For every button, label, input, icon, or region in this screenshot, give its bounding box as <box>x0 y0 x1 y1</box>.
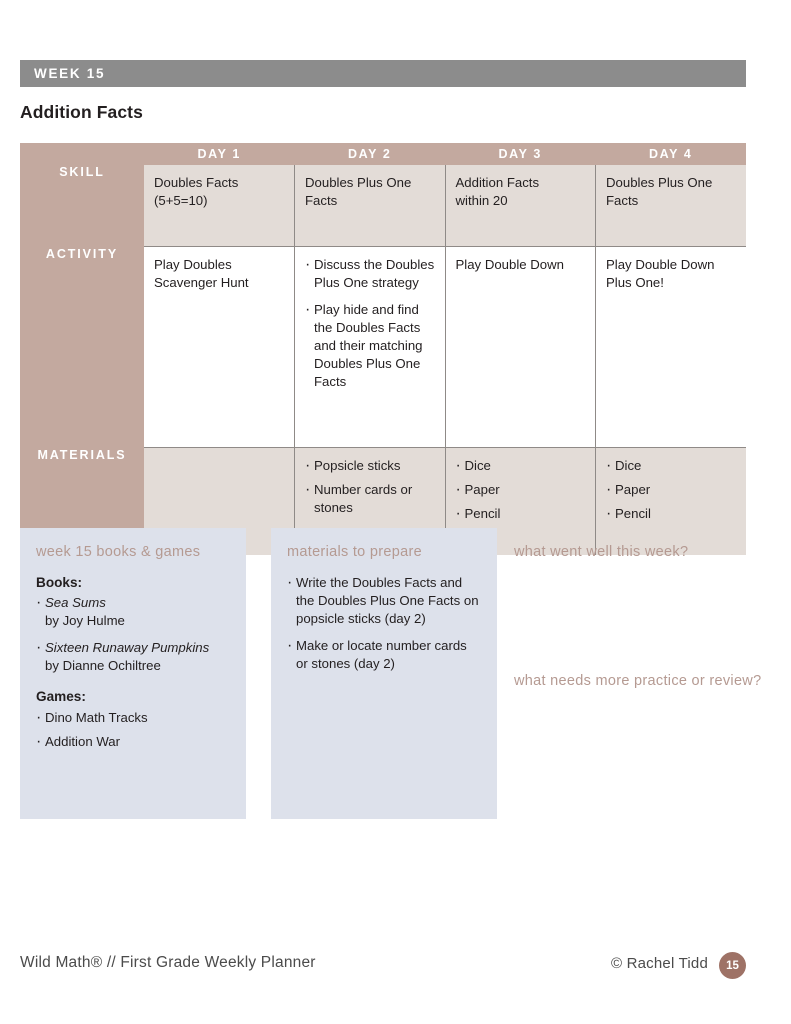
row-label-materials: MATERIALS <box>20 448 144 556</box>
week-banner <box>20 60 746 87</box>
list-item: · Paper <box>456 481 586 499</box>
list-item: · Number cards or stones <box>305 481 435 517</box>
list-item: · Dino Math Tracks <box>36 709 230 727</box>
materials-day4-list <box>606 457 736 523</box>
list-item: · Addition War <box>36 733 230 751</box>
day-header-1: DAY 1 <box>144 143 295 165</box>
materials-prepare-list <box>287 574 481 673</box>
list-item: · Dice <box>456 457 586 475</box>
day-header-3: DAY 3 <box>445 143 596 165</box>
games-label: Games: <box>36 689 86 705</box>
week-banner-label: WEEK 15 <box>34 66 106 81</box>
list-item <box>36 639 230 675</box>
page-number-badge: 15 <box>719 952 746 979</box>
book-title: Sixteen Runaway Pumpkins <box>45 640 210 656</box>
list-item: · Dice <box>606 457 736 475</box>
weekly-planner-table <box>20 143 746 555</box>
activity-day4-line1: Play Double Down <box>606 257 715 272</box>
materials-day2-list <box>305 457 435 517</box>
table-corner-cell <box>20 143 144 165</box>
skill-day4-line2: Facts <box>606 192 639 208</box>
day-header-2: DAY 2 <box>295 143 446 165</box>
activity-day1-line2: Scavenger Hunt <box>154 274 249 290</box>
activity-day3-line1: Play Double Down <box>455 257 564 272</box>
skill-day2-line1: Doubles Plus One <box>305 175 412 190</box>
row-label-activity: ACTIVITY <box>20 247 144 448</box>
list-item: · Paper <box>606 481 736 499</box>
activity-cell-day1 <box>144 247 295 448</box>
games-list <box>36 709 230 751</box>
list-item: · Pencil <box>456 505 586 523</box>
books-list <box>36 594 230 675</box>
books-label: Books: <box>36 575 83 590</box>
materials-panel-body <box>271 560 497 673</box>
skill-cell-day4 <box>596 165 747 247</box>
books-panel-body <box>20 560 246 751</box>
day-header-row <box>20 143 746 165</box>
skill-cell-day2 <box>295 165 446 247</box>
skill-day1-line2: (5+5=10) <box>154 192 208 208</box>
list-item: · Discuss the Doubles Plus One strategy <box>305 256 435 292</box>
activity-cell-day3 <box>445 247 596 448</box>
activity-day2-list <box>305 256 435 391</box>
skill-day3-line2: within 20 <box>455 192 508 208</box>
skill-day4-line1: Doubles Plus One <box>606 175 713 190</box>
materials-to-prepare-panel <box>271 528 497 819</box>
activity-day4-line2: Plus One! <box>606 274 664 290</box>
row-label-skill: SKILL <box>20 165 144 247</box>
list-item: · Write the Doubles Facts and the Doubles Plus One Facts on popsicle sticks (day 2) <box>287 574 481 628</box>
skill-day2-line2: Facts <box>305 192 338 208</box>
skill-day1-line1: Doubles Facts <box>154 175 239 190</box>
materials-day3-list <box>456 457 586 523</box>
reflection-prompt-needs-practice: what needs more practice or review? <box>514 673 762 689</box>
skill-day3-line1: Addition Facts <box>455 175 540 190</box>
book-author: by Dianne Ochiltree <box>45 658 161 674</box>
book-title: Sea Sums <box>45 595 106 611</box>
day-header-4: DAY 4 <box>596 143 747 165</box>
page-title: Addition Facts <box>20 102 143 122</box>
table-row-activity <box>20 247 746 448</box>
book-author: by Joy Hulme <box>45 613 125 629</box>
activity-cell-day4 <box>596 247 747 448</box>
materials-cell-day4 <box>596 448 747 556</box>
planner-grid <box>20 143 746 555</box>
reflection-prompt-went-well: what went well this week? <box>514 544 689 560</box>
list-item: · Play hide and find the Doubles Facts and their matching Doubles Plus One Facts <box>305 301 435 391</box>
list-item: · Popsicle sticks <box>305 457 435 475</box>
skill-cell-day3 <box>445 165 596 247</box>
list-item <box>36 594 230 630</box>
table-row-skill <box>20 165 746 247</box>
books-panel-heading: week 15 books & games <box>36 544 201 560</box>
skill-cell-day1 <box>144 165 295 247</box>
books-and-games-panel <box>20 528 246 819</box>
list-item: · Make or locate number cards or stones (day 2) <box>287 637 481 673</box>
materials-panel-heading: materials to prepare <box>287 544 422 560</box>
footer-copyright: © Rachel Tidd <box>610 955 708 972</box>
footer-title: Wild Math® // First Grade Weekly Planner <box>20 954 316 971</box>
activity-day1-line1: Play Doubles <box>154 257 232 272</box>
list-item: · Pencil <box>606 505 736 523</box>
activity-cell-day2 <box>295 247 446 448</box>
